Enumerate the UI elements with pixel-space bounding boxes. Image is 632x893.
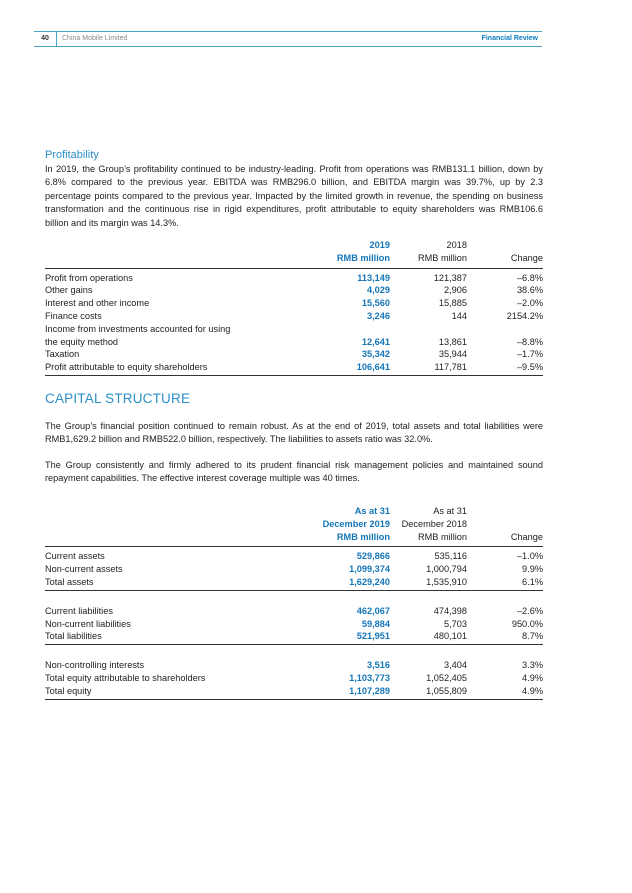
value-2018: 117,781 <box>390 361 467 375</box>
row-label: Current liabilities <box>45 605 113 616</box>
value-change: –1.7% <box>516 349 543 360</box>
col-2018-line1: As at 31 <box>433 506 467 516</box>
value-change: 6.1% <box>467 576 543 590</box>
value-change: 9.9% <box>522 564 543 575</box>
value-2018: 1,000,794 <box>426 564 467 575</box>
table-header-row <box>45 252 543 268</box>
col-2019-year: 2019 <box>369 240 390 250</box>
value-change: –2.0% <box>516 298 543 309</box>
table-row <box>45 284 543 297</box>
table-header-row <box>45 531 543 547</box>
value-change: –6.8% <box>516 272 543 283</box>
value-2019: 106,641 <box>313 361 390 375</box>
row-label: Non-current assets <box>45 564 123 575</box>
value-2018: 535,116 <box>434 551 467 562</box>
table-row <box>45 348 543 361</box>
value-2019: 521,951 <box>313 630 390 644</box>
value-change: –1.0% <box>516 551 543 562</box>
value-2019: 3,516 <box>367 660 390 671</box>
value-2019: 12,641 <box>361 336 390 347</box>
row-label-continued: the equity method <box>45 336 119 347</box>
value-change: 4.9% <box>467 685 543 699</box>
table-row <box>45 672 543 685</box>
table-row <box>45 659 543 672</box>
value-2019: 113,149 <box>357 272 390 283</box>
value-2019: 1,103,773 <box>349 672 390 683</box>
row-label: Profit attributable to equity shareholders <box>45 361 313 375</box>
table-row <box>45 268 543 284</box>
company-name: China Mobile Limited <box>62 35 128 42</box>
col-2019-unit: RMB million <box>313 252 390 268</box>
capital-paragraph-1: The Group’s financial position continued to remain robust. As at the end of 2019, total assets and total liabilities were RMB1,629.2 billion and RMB522.0 billion, respectively. The liabilities to assets ratio was 32.0%. <box>45 421 543 445</box>
table-row <box>45 576 543 590</box>
value-change: 2154.2% <box>506 310 543 321</box>
value-change: –2.6% <box>516 605 543 616</box>
row-label: Income from investments accounted for using <box>45 323 231 334</box>
value-2018: 13,861 <box>438 336 467 347</box>
value-2019: 529,866 <box>356 551 390 562</box>
col-2019-unit: RMB million <box>313 531 390 547</box>
table-header-row <box>45 239 543 252</box>
profitability-heading: Profitability <box>45 149 99 161</box>
row-label: Current assets <box>45 551 105 562</box>
table-header-row <box>45 505 543 518</box>
value-change: 4.9% <box>522 672 543 683</box>
value-change: 38.6% <box>516 285 543 296</box>
col-2018-year: 2018 <box>446 240 467 250</box>
capital-structure-heading: CAPITAL STRUCTURE <box>45 391 191 406</box>
table-row <box>45 310 543 323</box>
value-2019: 1,629,240 <box>313 576 390 590</box>
table-row <box>45 685 543 699</box>
col-2019-line2: December 2019 <box>322 518 390 529</box>
value-change: –8.8% <box>516 336 543 347</box>
col-2018-line2: December 2018 <box>401 518 467 529</box>
value-2019: 1,099,374 <box>349 564 390 575</box>
table-header-row <box>45 518 543 531</box>
page-number: 40 <box>34 32 57 46</box>
table-row <box>45 547 543 563</box>
value-2019: 462,067 <box>356 605 390 616</box>
table-row <box>45 605 543 618</box>
row-label: Finance costs <box>45 310 102 321</box>
value-2018: 5,703 <box>444 618 467 629</box>
value-2019: 3,246 <box>367 310 390 321</box>
value-2018: 1,052,405 <box>426 672 467 683</box>
value-change: 950.0% <box>511 618 543 629</box>
row-label: Other gains <box>45 285 93 296</box>
value-2018: 15,885 <box>438 298 467 309</box>
table-row <box>45 630 543 644</box>
value-2019: 4,029 <box>367 285 390 296</box>
col-2019-line1: As at 31 <box>354 506 390 516</box>
value-2019: 15,560 <box>361 298 390 309</box>
col-2018-unit: RMB million <box>390 531 467 547</box>
row-label: Non-controlling interests <box>45 660 145 671</box>
row-label: Total liabilities <box>45 630 313 644</box>
value-2019: 35,342 <box>361 349 390 360</box>
table-row <box>45 336 543 349</box>
capital-structure-table <box>45 505 543 700</box>
col-change: Change <box>467 252 543 268</box>
value-2019: 59,884 <box>361 618 390 629</box>
table-row <box>45 618 543 631</box>
profitability-table <box>45 239 543 376</box>
value-2018: 1,535,910 <box>390 576 467 590</box>
value-2018: 480,101 <box>390 630 467 644</box>
table-row <box>45 323 543 336</box>
profitability-paragraph: In 2019, the Group’s profitability continued to be industry-leading. Profit from operations was RMB131.1 billion, down by 6.8% compared to the previous year. EBITDA was RMB296.0 billion, and EBITDA margin was 39.7%, up by 2.3 percentage points compared to the previous year. Impacted by the limited growth in revenue, the spending on business transformation and the continuous rise in rigid expenditures, profit attributable to equity shareholders was RMB106.6 billion and its margin was 14.3%. <box>45 164 543 228</box>
row-label: Interest and other income <box>45 298 150 309</box>
row-label: Profit from operations <box>45 272 133 283</box>
row-label: Total equity attributable to shareholders <box>45 672 206 683</box>
col-2018-unit: RMB million <box>390 252 467 268</box>
row-label: Total assets <box>45 576 313 590</box>
value-2018: 121,387 <box>433 272 467 283</box>
value-change: 8.7% <box>467 630 543 644</box>
value-2018: 3,404 <box>444 660 467 671</box>
col-change: Change <box>467 531 543 547</box>
value-2018: 474,398 <box>433 605 467 616</box>
value-2019: 1,107,289 <box>313 685 390 699</box>
value-change: –9.5% <box>467 361 543 375</box>
capital-paragraph-2: The Group consistently and firmly adhered to its prudent financial risk management policies and maintained sound repayment capabilities. The effective interest coverage multiple was 40 times. <box>45 460 543 484</box>
page-header <box>34 31 542 47</box>
table-row <box>45 297 543 310</box>
table-row <box>45 361 543 375</box>
value-2018: 35,944 <box>438 349 467 360</box>
value-change: 3.3% <box>522 660 543 671</box>
value-2018: 2,906 <box>444 285 467 296</box>
row-label: Taxation <box>45 349 80 360</box>
table-row <box>45 563 543 576</box>
section-name: Financial Review <box>481 35 538 42</box>
row-label: Total equity <box>45 685 313 699</box>
value-2018: 1,055,809 <box>390 685 467 699</box>
row-label: Non-current liabilities <box>45 618 131 629</box>
value-2018: 144 <box>451 310 467 321</box>
